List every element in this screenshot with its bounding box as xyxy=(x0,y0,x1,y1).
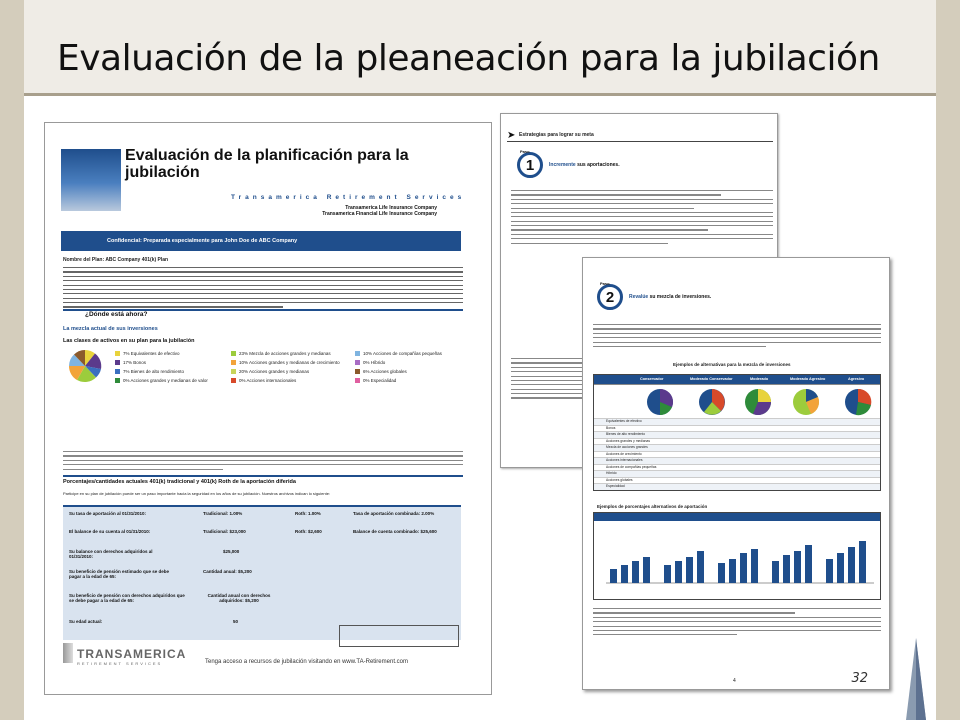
column-header: Moderado Agresivo xyxy=(790,377,826,381)
company-2: Transamerica Financial Life Insurance Company xyxy=(322,211,437,217)
step-2-title-a: Revalúe xyxy=(629,294,649,300)
table-cell: Su tasa de aportación al 01/31/2010: xyxy=(69,511,147,516)
paso-number: 2 xyxy=(597,284,623,310)
legend-item: 20% Acciones grandes y medianas xyxy=(231,367,340,376)
company-names xyxy=(322,205,437,217)
table-cell: Tasa de aportación combinada: 2.00% xyxy=(353,511,435,516)
strategies-header: Estrategias para lograr su meta xyxy=(519,132,594,138)
contribution-table xyxy=(63,505,461,640)
bar xyxy=(848,547,855,583)
legend-item: 0% Acciones grandes y medianas de valor xyxy=(115,376,208,385)
transamerica-logo: TRANSAMERICA xyxy=(77,647,187,661)
slide-frame-left xyxy=(0,0,24,720)
mix-table-header xyxy=(594,375,880,384)
bar xyxy=(621,565,628,583)
bar-chart-header xyxy=(594,513,880,521)
bar xyxy=(740,553,747,583)
bar xyxy=(794,551,801,583)
section-where: ¿Dónde está ahora? xyxy=(85,311,148,318)
legend-item: 23% Mezcla de acciones grandes y medianas xyxy=(231,349,340,358)
footer-box xyxy=(339,625,459,647)
legend-item: 0% Híbrido xyxy=(355,358,442,367)
header-rule xyxy=(507,141,773,142)
step2-document xyxy=(582,257,890,690)
bar xyxy=(805,545,812,583)
bar xyxy=(643,557,650,583)
paso-label: Paso xyxy=(600,281,610,286)
evaluation-document xyxy=(44,122,492,695)
step-2-title xyxy=(629,294,711,300)
table-cell: Su balance con derechos adquiridos al 01/31/2010: xyxy=(69,549,153,559)
legend-item: 17% Bonos xyxy=(115,358,208,367)
mix-row: Acciones de compañías pequeñas xyxy=(594,464,880,471)
step-2-text xyxy=(593,324,881,350)
section-classes: Las clases de activos en su plan para la jubilación xyxy=(63,338,195,344)
slide-frame-right xyxy=(936,0,960,720)
column-header: Agresivo xyxy=(848,377,865,381)
table-cell: Cantidad anual con derechos adquiridos: $5,200 xyxy=(207,593,271,603)
title-band xyxy=(24,0,936,96)
step-2-footnotes xyxy=(593,608,881,639)
skyline-photo xyxy=(61,149,121,211)
paso-2-badge xyxy=(597,281,623,310)
step-2-title-b: su mezcla de inversiones. xyxy=(649,294,712,300)
bar xyxy=(837,553,844,583)
transamerica-logo-icon xyxy=(63,643,73,663)
legend-item: 7% Equivalentes de efectivo xyxy=(115,349,208,358)
step-1-title-a: Incremente xyxy=(549,162,576,168)
bar-chart-svg xyxy=(594,521,880,599)
mix-row: Bonos xyxy=(594,425,880,432)
table-cell: Roth: 1.00% xyxy=(295,511,321,516)
mix-row: Acciones grandes y medianas xyxy=(594,438,880,445)
intro-paragraph xyxy=(63,267,463,311)
document-title: Evaluación de la planificación para la jubilación xyxy=(125,147,409,181)
legend-item: 10% Acciones grandes y medianas de crecimiento xyxy=(231,358,340,367)
bar xyxy=(664,565,671,583)
slide-page-number: 32 xyxy=(851,671,868,686)
table-cell: El balance de su cuenta al 01/31/2010: xyxy=(69,529,151,534)
bar xyxy=(751,549,758,583)
bar xyxy=(772,561,779,583)
legend-item: 6% Acciones globales xyxy=(355,367,442,376)
table-cell: Su edad actual: xyxy=(69,619,103,624)
contrib-intro: Participe en su plan de jubilación puede ser un paso importante hacia la seguridad en los años de su jubilación. Nuestros archivos indican lo siguiente: xyxy=(63,491,331,496)
bar xyxy=(718,563,725,583)
table-cell: Tradicional: 1.00% xyxy=(203,511,243,516)
legend-column-1 xyxy=(115,349,208,385)
bar xyxy=(697,551,704,583)
mix-row: Acciones globales xyxy=(594,477,880,484)
pyramid-logo-icon xyxy=(902,638,930,720)
section-contrib: Porcentajes/cantidades actuales 401(k) tradicional y 401(k) Roth de la aportación diferida xyxy=(63,479,296,485)
mix-row: Acciones internacionales xyxy=(594,457,880,464)
mix-row: Especialidad xyxy=(594,483,880,490)
paso-1-badge xyxy=(517,149,543,178)
paso-number: 1 xyxy=(517,152,543,178)
table-cell: Roth: $2,600 xyxy=(295,529,322,534)
bar xyxy=(686,557,693,583)
bar xyxy=(675,561,682,583)
step-1-title xyxy=(549,162,620,168)
plan-name: Nombre del Plan: ABC Company 401(k) Plan xyxy=(63,257,169,263)
legend-column-2 xyxy=(231,349,340,385)
table-cell: $25,000 xyxy=(223,549,240,554)
note-paragraph xyxy=(63,451,463,473)
table-cell: Tradicional: $23,000 xyxy=(203,529,246,534)
table-cell: 50 xyxy=(233,619,239,624)
mix-row: Bienes de alto rendimiento xyxy=(594,431,880,438)
column-header: Conservador xyxy=(640,377,664,381)
table-cell: Su beneficio de pensión con derechos adquiridos que se debe pagar a la edad de 65: xyxy=(69,593,185,603)
legend-item: 0% Especialidad xyxy=(355,376,442,385)
bar xyxy=(859,541,866,583)
bar xyxy=(783,555,790,583)
table-cell: Su beneficio de pensión estimado que se debe pagar a la edad de 65: xyxy=(69,569,170,579)
contribution-bar-chart xyxy=(593,512,881,600)
bar xyxy=(826,559,833,583)
mix-pies-row xyxy=(594,384,880,418)
table-cell: Balance de cuenta combinado: $25,600 xyxy=(353,529,437,534)
mix-pies xyxy=(594,385,880,419)
mix-row: Acciones de crecimiento xyxy=(594,451,880,458)
section-mix: La mezcla actual de sus inversiones xyxy=(63,326,158,332)
paso-label: Paso xyxy=(520,149,530,154)
footer-text: Tenga acceso a recursos de jubilación visitando en www.TA-Retirement.com xyxy=(205,659,408,665)
asset-pie-chart xyxy=(67,348,103,384)
mix-row: Híbrido xyxy=(594,470,880,477)
chart-title: Ejemplos de porcentajes alternativos de aportación xyxy=(597,504,708,509)
column-header: Moderado Conservador xyxy=(690,377,733,381)
legend-column-3 xyxy=(355,349,442,385)
mix-row: Equivalentes de efectivo xyxy=(594,418,880,425)
mix-table-title: Ejemplos de alternativas para la mezcla de inversiones xyxy=(673,362,791,367)
logo-subtitle: RETIREMENT SERVICES xyxy=(77,661,163,666)
mix-table xyxy=(593,374,881,491)
company-1: Transamerica Life Insurance Company xyxy=(345,205,437,211)
table-cell: Cantidad anual: $5,200 xyxy=(203,569,252,574)
bar xyxy=(632,561,639,583)
step-1-title-b: sus aportaciones. xyxy=(577,162,620,168)
step-1-text xyxy=(511,190,773,247)
mix-row: Mezcla de acciones grandes xyxy=(594,444,880,451)
bar xyxy=(729,559,736,583)
services-label: Transamerica Retirement Services xyxy=(231,194,466,201)
arrow-icon: ➤ xyxy=(507,130,516,141)
slide-title: Evaluación de la pleaneación para la jubilación xyxy=(57,38,880,79)
bar xyxy=(610,569,617,583)
legend-item: 0% Acciones internacionales xyxy=(231,376,340,385)
confidential-bar: Confidencial: Preparada especialmente para John Doe de ABC Company xyxy=(61,231,461,251)
doc-page-number: 4 xyxy=(733,678,736,684)
column-header: Moderado xyxy=(750,377,769,381)
legend-item: 10% Acciones de compañías pequeñas xyxy=(355,349,442,358)
section-divider xyxy=(63,475,463,477)
legend-item: 7% Bienes de alto rendimiento xyxy=(115,367,208,376)
